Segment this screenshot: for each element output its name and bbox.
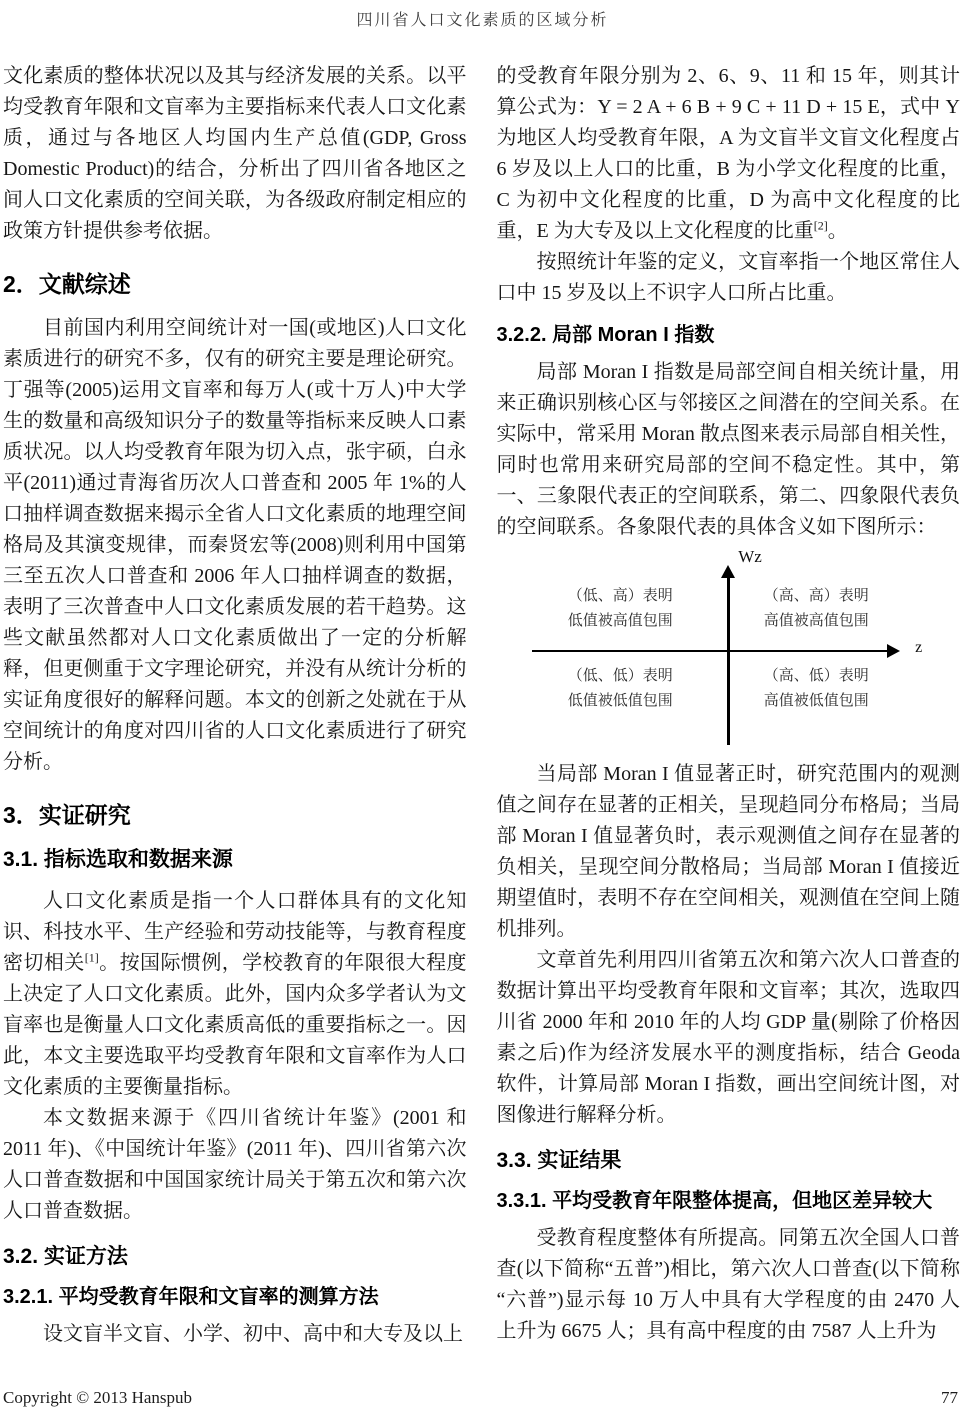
paragraph: 设文盲半文盲、小学、初中、高中和大专及以上 [43,1323,463,1345]
paragraph: 文化素质的整体状况以及其与经济发展的关系。以平均受教育年限和文盲率为主要指标来代表人口文化素质，通过与各地区人均国内生产总值(GDP, Gross Domestic Product)的结合，分析出了四川省各地区之间人口文化素质的空间关联，为各级政府制定相应的政策方针提供参考依据。 [3,65,467,242]
section-heading: 3．实证研究 [3,802,131,828]
quadrant-text-line: （高、高）表明 [763,588,869,604]
running-header-title: 四川省人口文化素质的区域分析 [356,12,609,29]
y-axis-label: Wz [738,547,762,566]
quadrant-label-low-low [534,664,706,714]
subsubsection-heading: 3.3.1. 平均受教育年限整体提高，但地区差异较大 [496,1190,933,1212]
paragraph: 受教育程度整体有所提高。同第五次全国人口普查(以下简称“五普”)相比，第六次人口普查(以下简称“六普”)显示每 10 万人中具有大学程度的由 2470 人上升为 6675 人；具有高中程度的由 7587 人上升为 [496,1227,960,1342]
page-footer [3,1388,958,1408]
left-column [3,61,467,1350]
footnote-ref: [2] [813,218,828,233]
paragraph: 按照统计年鉴的定义，文盲率指一个地区常住人口中 15 岁及以上不识字人口所占比重。 [496,251,960,304]
quadrant-label-high-low [730,664,902,714]
quadrant-text-line: 低值被高值包围 [567,613,673,629]
x-axis-label: z [915,639,923,656]
paragraph: 局部 Moran I 指数是局部空间自相关统计量，用来正确识别核心区与邻接区之间潜在的空间关系。在实际中，常采用 Moran 散点图来表示局部自相关性，同时也常用来研究局部的空间不稳定性。其中，第一、三象限代表正的空间联系，第二、四象限代表负的空间联系。各象限代表的具体含义如下图所示： [496,361,960,538]
footer-copyright: Copyright © 2013 Hanspub [3,1388,193,1407]
footer-page-number: 77 [941,1388,958,1407]
paragraph: 人口文化素质是指一个人口群体具有的文化知识、科技水平、生产经验和劳动技能等，与教育程度密切相关[1]。按国际惯例，学校教育的年限很大程度上决定了人口文化素质。此外，国内众多学者认为文盲率也是衡量人口文化素质高低的重要指标之一。因此，本文主要选取平均受教育年限和文盲率作为人口文化素质的主要衡量指标。 [3,890,467,1098]
quadrant-text-line: （高、低）表明 [763,668,869,684]
paragraph: 当局部 Moran I 值显著正时，研究范围内的观测值之间存在显著的正相关，呈现趋同分布格局；当局部 Moran I 值显著负时，表示观测值之间存在显著的负相关，呈现空间分散格局；当局部 Moran I 值接近期望值时，表明不存在空间相关，观测值在空间上随机排列。 [496,763,960,940]
quadrant-text-line: 低值被低值包围 [567,693,673,709]
quadrant-text-line: （低、高）表明 [567,588,673,604]
subsubsection-heading: 3.2.2. 局部 Moran I 指数 [496,324,715,346]
footnote-ref: [1] [84,950,99,965]
quadrant-label-low-high [534,584,706,634]
quadrant-text-line: 高值被高值包围 [763,613,869,629]
subsubsection-heading: 3.2.1. 平均受教育年限和文盲率的测算方法 [3,1286,379,1308]
subsection-heading: 3.2. 实证方法 [3,1245,128,1268]
quadrant-text-line: （低、低）表明 [567,668,673,684]
subsection-heading: 3.3. 实证结果 [496,1149,622,1172]
paragraph: 本文数据来源于《四川省统计年鉴》(2001 和 2011 年)、《中国统计年鉴》(2011 年)、四川省第六次人口普查数据和中国国家统计局关于第五次和第六次人口普查数据。 [3,1107,467,1222]
two-column-body [0,30,965,1350]
paragraph: 目前国内利用空间统计对一国(或地区)人口文化素质进行的研究不多，仅有的研究主要是理论研究。丁强等(2005)运用文盲率和每万人(或十万人)中大学生的数量和高级知识分子的数量等指标来反映人口素质状况。以人均受教育年限为切入点，张宇硕，白永平(2011)通过青海省历次人口普查和 2005 年 1%的人口抽样调查数据来揭示全省人口文化素质的地理空间格局及其演变规律，而秦贤宏等(2008)则利用中国第三至五次人口普查和 2006 年人口抽样调查的数据，表明了三次普查中人口文化素质发展的若干趋势。这些文献虽然都对人口文化素质做出了一定的分析解释，但更侧重于文字理论研究，并没有从统计分析的实证角度很好的解释问题。本文的创新之处就在于从空间统计的角度对四川省的人口文化素质进行了研究分析。 [3,317,467,773]
section-heading: 2．文献综述 [3,271,131,297]
right-column [497,61,961,1350]
paragraph: 的受教育年限分别为 2、6、9、11 和 15 年，则其计算公式为：Y = 2 A + 6 B + 9 C + 11 D + 15 E，式中 Y 为地区人均受教育年限，A 为文盲半文盲文化程度占 6 岁及以上人口的比重，B 为小学文化程度的比重，C 为初中文化程度的比重，D 为高中文化程度的比重，E 为大专及以上文化程度的比重[2]。 [496,65,960,242]
quadrant-text-line: 高值被低值包围 [763,693,869,709]
x-axis-line [532,650,888,652]
moran-quadrant-diagram [528,547,928,749]
x-axis-arrow-icon [887,644,900,658]
quadrant-label-high-high [730,584,902,634]
paragraph: 文章首先利用四川省第五次和第六次人口普查的数据计算出平均受教育年限和文盲率；其次，选取四川省 2000 年和 2010 年的人均 GDP 量(剔除了价格因素之后)作为经济发展水平的测度指标，结合 Geoda 软件，计算局部 Moran I 指数，画出空间统计图，对图像进行解释分析。 [496,949,960,1126]
subsection-heading: 3.1. 指标选取和数据来源 [3,848,233,871]
